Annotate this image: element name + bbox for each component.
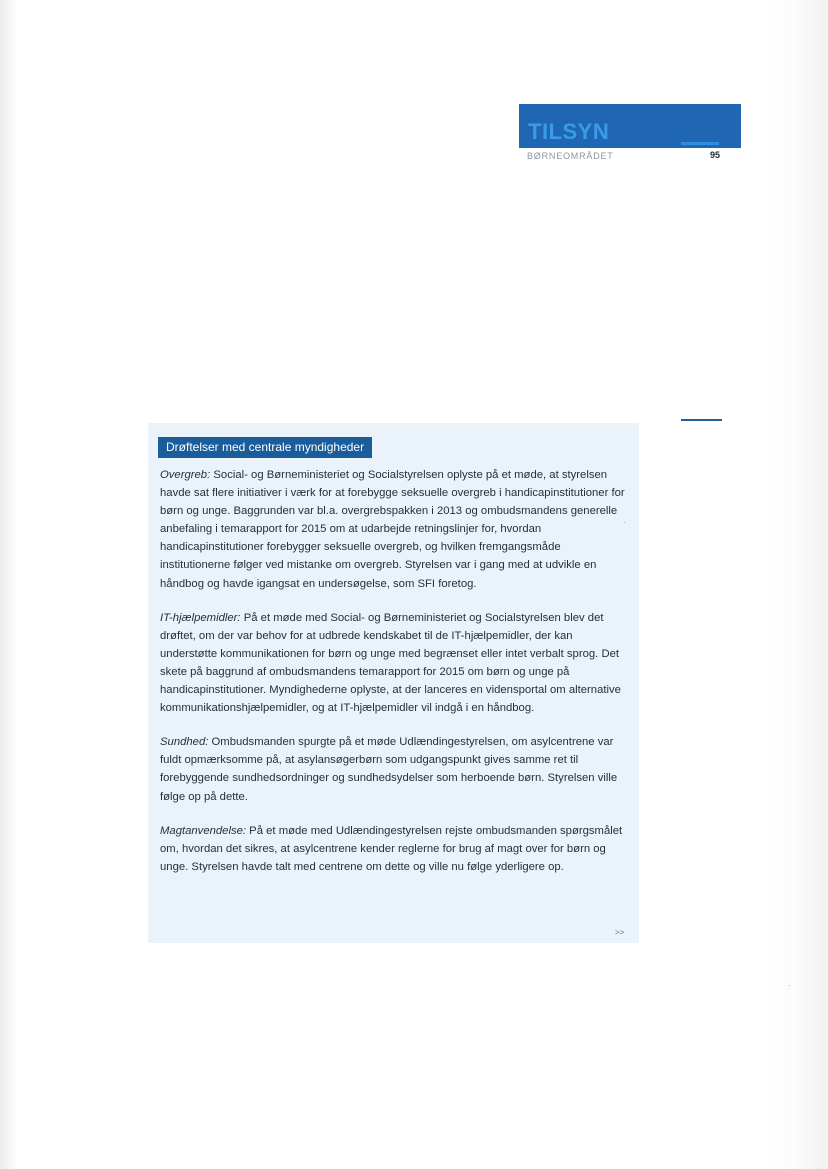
box-heading: Drøftelser med centrale myndigheder: [158, 437, 372, 458]
paragraph-body: På et møde med Social- og Børneministeriet og Socialstyrelsen blev det drøftet, om der var behov for at udbrede kendskabet til de IT-hjælpemidler, der kan understøtte kommunikationen for børn og unge med begrænset eller intet verbalt sprog. Det skete på baggrund af ombudsmandens temarapport for 2015 om børn og unge på handicapinstitutioner. Myndighederne oplyste, at der lanceres en vidensportal om alternative kommunikationshjælpemidler, og at IT-hjælpemidler vil indgå i en håndbog.: [160, 611, 621, 715]
paragraph-sundhed: [160, 733, 628, 805]
paragraph-overgreb: [160, 466, 628, 593]
scan-speck: [789, 985, 790, 986]
section-tab-title: TILSYN: [528, 119, 610, 144]
margin-rule: [681, 419, 722, 421]
paragraph-lead: IT-hjælpemidler:: [160, 611, 241, 624]
paragraph-lead: Magtanvendelse:: [160, 824, 247, 837]
paragraph-body: På et møde med Udlændingestyrelsen rejste ombudsmanden spørgsmålet om, hvordan det sikres, at asylcentrene kender reglerne for brug af magt over for børn og unge. Styrelsen havde talt med centrene om dette og ville nu følge yderligere op.: [160, 824, 623, 873]
continue-mark: >>: [615, 928, 625, 937]
page-number: 95: [710, 150, 721, 160]
paragraph-lead: Overgreb:: [160, 469, 211, 481]
running-head: BØRNEOMRÅDET: [527, 151, 614, 161]
section-tab-underline: [681, 142, 719, 145]
box-text: [160, 466, 628, 892]
paragraph-magtanvendelse: [160, 822, 628, 876]
paragraph-body: Ombudsmanden spurgte på et møde Udlændingestyrelsen, om asylcentrene var fuldt opmærksomme på, at asylansøgerbørn som udgangspunkt gives samme ret til forebyggende sundhedsordninger og sundhedsydelser som herboende børn. Styrelsen ville følge op på dette.: [160, 736, 618, 803]
scan-shadow-right: [768, 0, 828, 1169]
paragraph-lead: Sundhed:: [160, 736, 209, 749]
paragraph-it-hjaelpemidler: [160, 609, 628, 718]
paragraph-body: Social- og Børneministeriet og Socialstyrelsen oplyste på et møde, at styrelsen havde sat flere initiativer i værk for at forebygge seksuelle overgreb i handicapinstitutioner for børn og unge. Baggrunden var bl.a. overgrebspakken i 2013 og ombudsmandens generelle anbefaling i temarapport for 2015 om at udarbejde retningslinjer for, hvordan handicapinstitutioner forebygger seksuelle overgreb, og hvilken fremgangsmåde institutionerne følger ved mistanke om overgreb. Styrelsen var i gang med at udvikle en håndbog og havde igangsat en undersøgelse, som SFI foretog.: [160, 469, 625, 590]
scan-shadow-left: [0, 0, 18, 1169]
scan-speck: [624, 522, 625, 523]
